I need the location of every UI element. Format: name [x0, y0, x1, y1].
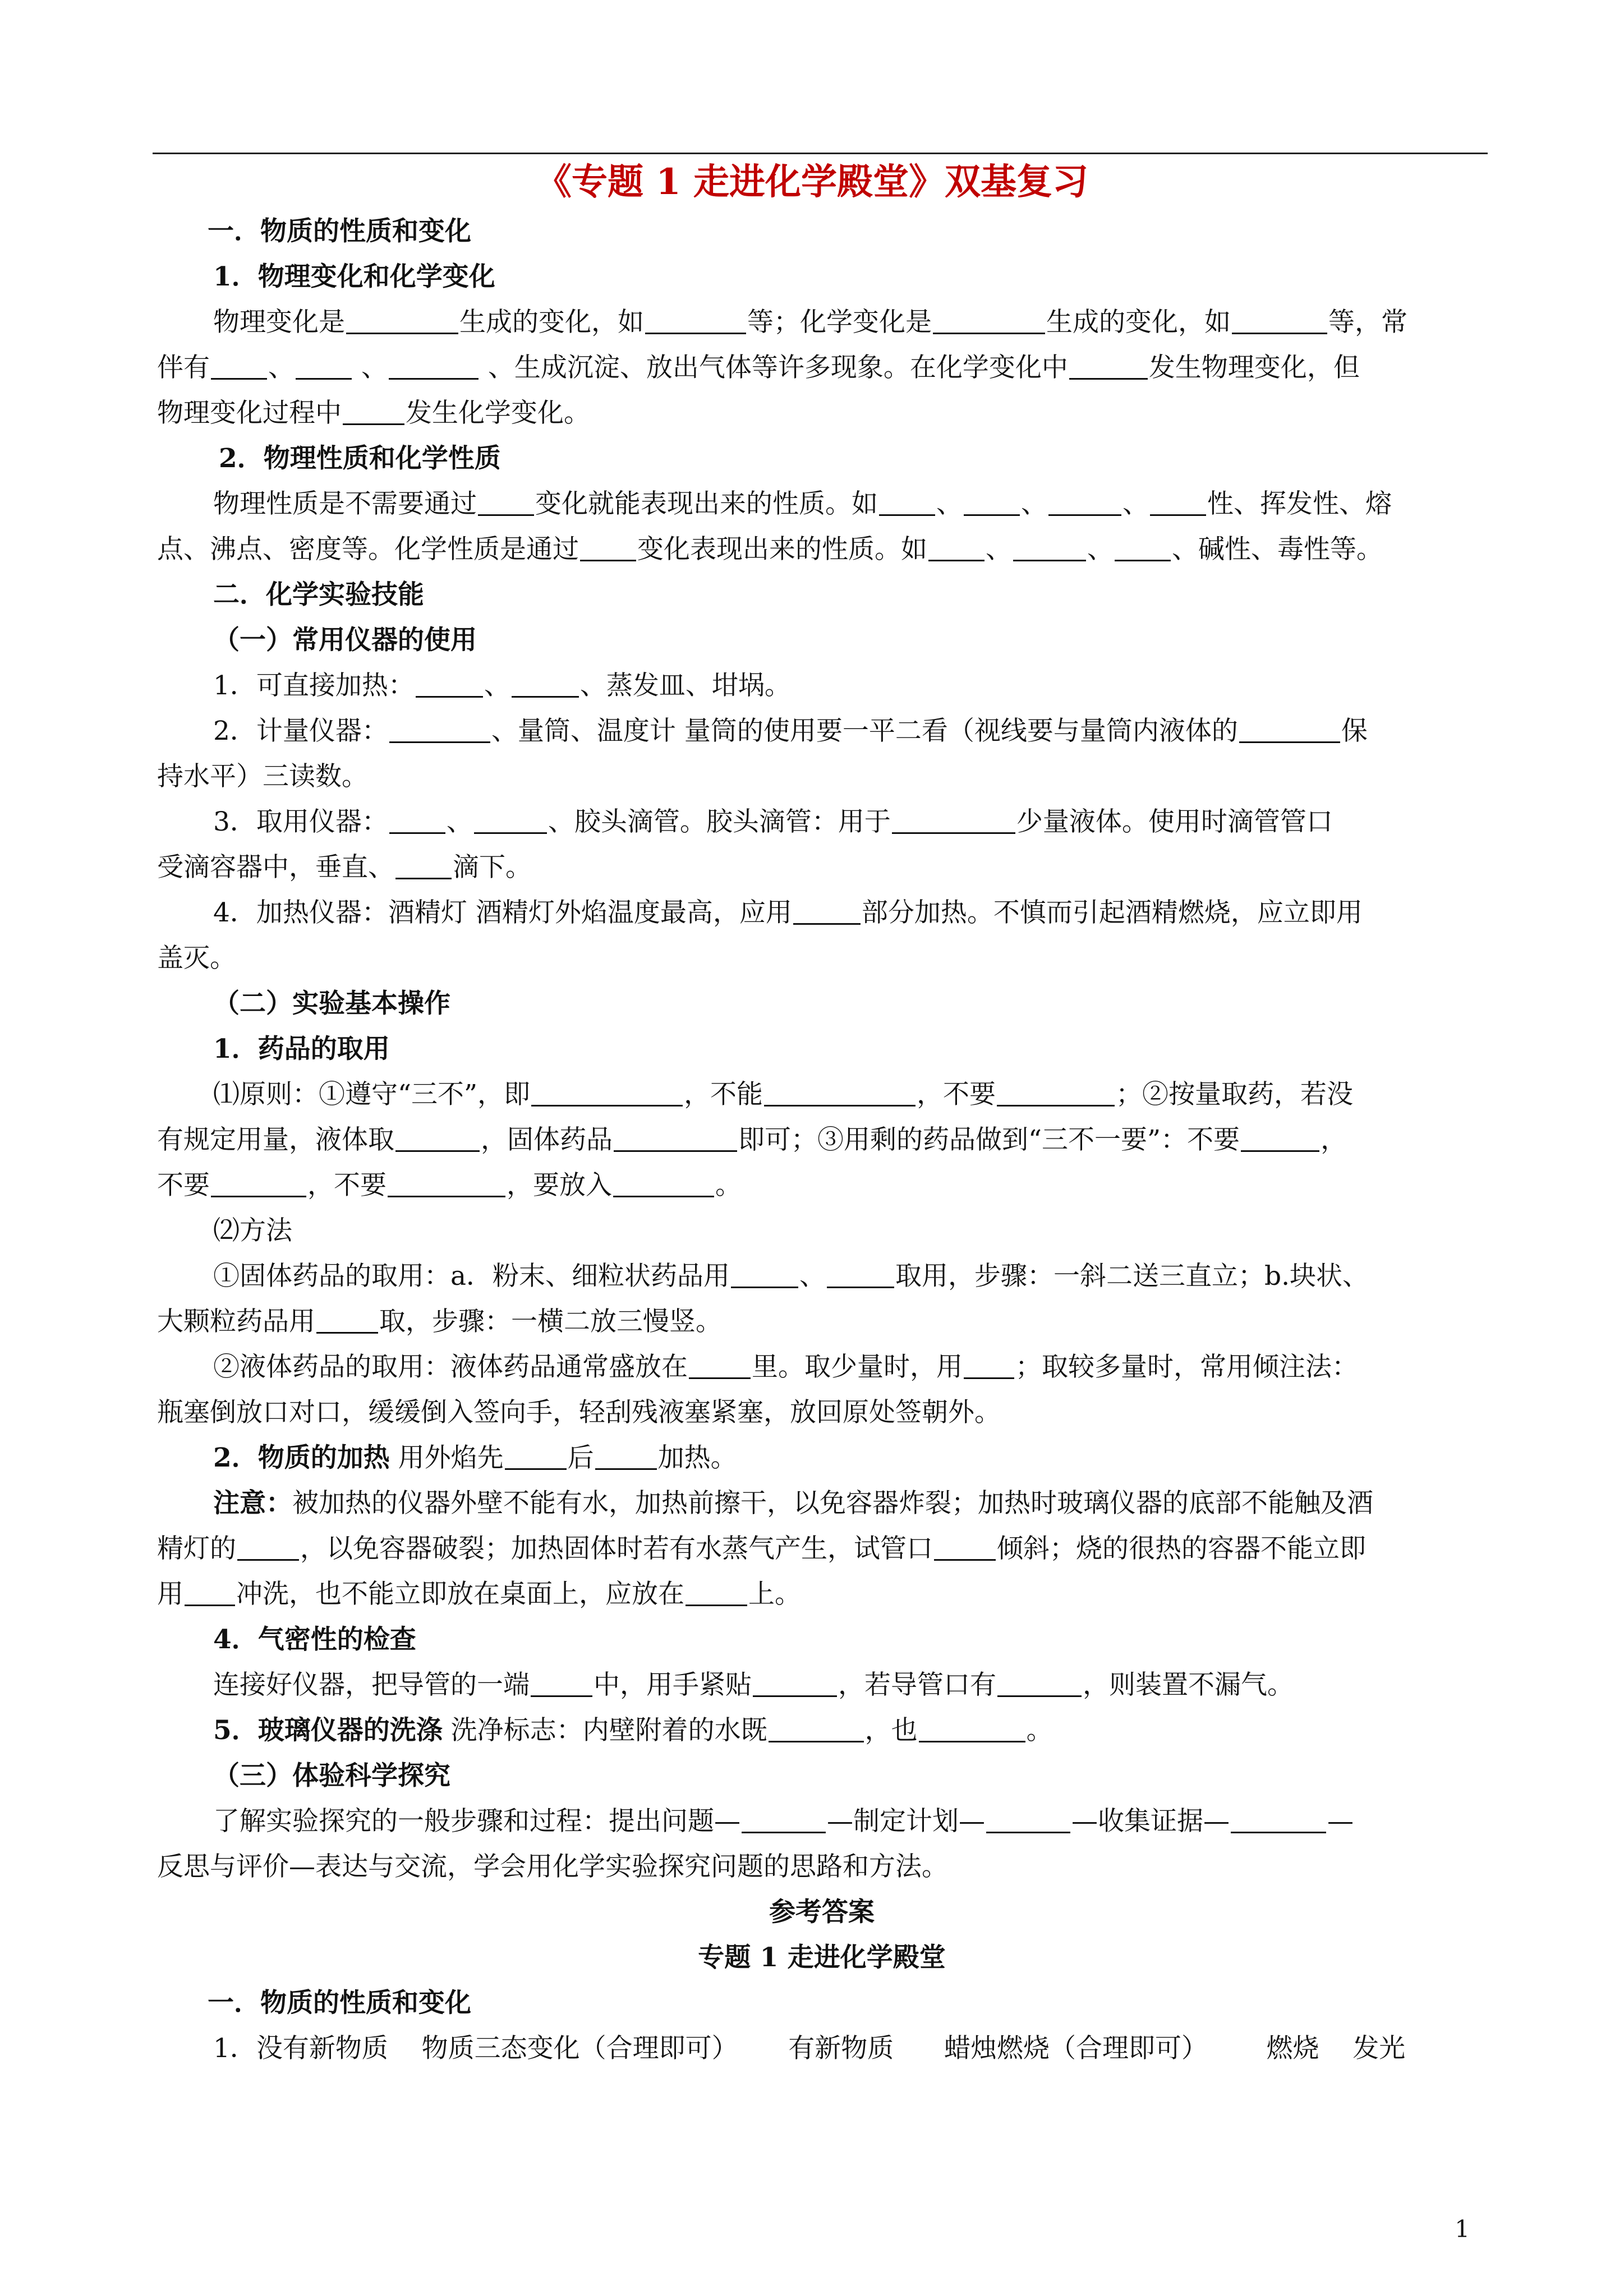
fill-blank: [753, 1671, 837, 1697]
fill-blank: [389, 808, 445, 834]
fill-blank: [237, 1534, 299, 1561]
fill-blank: [986, 1807, 1070, 1833]
fill-blank: [416, 671, 483, 698]
fill-blank: [505, 1444, 567, 1470]
paragraph: 2．物质的加热 用外焰先 后 加热。: [213, 1442, 737, 1473]
answer-line: 1．没有新物质 物质三态变化（合理即可） 有新物质 蜡烛燃烧（合理即可） 燃烧 发光: [213, 2033, 1406, 2064]
answers-topic: 专题 1 走进化学殿堂: [698, 1942, 946, 1973]
section2-part1: （一）常用仪器的使用: [213, 625, 477, 656]
paragraph: 物理变化过程中 发生化学变化。: [157, 398, 590, 428]
op1-heading: 1．药品的取用: [213, 1034, 390, 1064]
paragraph: 1．可直接加热： 、 、蒸发皿、坩埚。: [213, 670, 791, 701]
header-rule: [153, 153, 1488, 154]
method-heading: ⑵方法: [213, 1215, 292, 1246]
paragraph: 了解实验探究的一般步骤和过程：提出问题— —制定计划— —收集证据— —: [213, 1806, 1354, 1837]
fill-blank: [389, 353, 479, 380]
fill-blank: [531, 1671, 592, 1697]
paragraph: 持水平）三读数。: [157, 761, 368, 792]
paragraph: 反思与评价—表达与交流，学会用化学实验探究问题的思路和方法。: [157, 1851, 948, 1882]
fill-blank: [686, 1580, 747, 1606]
paragraph: 盖灭。: [157, 943, 236, 974]
paragraph: 3．取用仪器： 、 、胶头滴管。胶头滴管：用于 少量液体。使用时滴管管口: [213, 806, 1333, 837]
fill-blank: [879, 490, 935, 516]
paragraph: 5．玻璃仪器的洗涤 洗净标志：内壁附着的水既 ，也 。: [213, 1715, 1053, 1746]
fill-blank: [997, 1080, 1115, 1106]
fill-blank: [1231, 1807, 1326, 1833]
paragraph: ⑴原则：①遵守“三不”，即 ，不能 ，不要 ；②按量取药，若没: [213, 1079, 1354, 1110]
page-number: 1: [1455, 2215, 1470, 2243]
page-title: 《专题 1 走进化学殿堂》双基复习: [535, 161, 1089, 203]
fill-blank: [928, 535, 984, 561]
fill-blank: [1013, 535, 1086, 561]
answers-heading: 参考答案: [769, 1897, 875, 1928]
fill-blank: [343, 399, 404, 425]
fill-blank: [1069, 353, 1148, 380]
fill-blank: [1239, 717, 1340, 743]
section1-sub2: 2．物理性质和化学性质: [219, 443, 501, 474]
fill-blank: [731, 1262, 798, 1288]
paragraph: 注意：被加热的仪器外壁不能有水，加热前擦干，以免容器炸裂；加热时玻璃仪器的底部不能触及酒: [213, 1488, 1373, 1519]
fill-blank: [1115, 535, 1171, 561]
paragraph: 2．计量仪器： 、量筒、温度计 量筒的使用要一平二看（视线要与量筒内液体的 保: [213, 716, 1368, 746]
section2-part2: （二）实验基本操作: [213, 988, 450, 1019]
fill-blank: [211, 353, 267, 380]
fill-blank: [395, 853, 452, 879]
section1-sub1: 1．物理变化和化学变化: [213, 261, 495, 292]
fill-blank: [316, 1307, 378, 1334]
fill-blank: [346, 308, 458, 334]
paragraph: 瓶塞倒放口对口，缓缓倒入签向手，轻刮残液塞紧塞，放回原处签朝外。: [157, 1397, 1001, 1428]
fill-blank: [919, 1716, 1025, 1742]
paragraph: 连接好仪器，把导管的一端 中，用手紧贴 ，若导管口有 ，则装置不漏气。: [213, 1670, 1294, 1700]
fill-blank: [512, 671, 579, 698]
fill-blank: [892, 808, 1015, 834]
paragraph: 点、沸点、密度等。化学性质是通过 变化表现出来的性质。如 、 、 、碱性、毒性等。: [157, 534, 1383, 565]
fill-blank: [296, 353, 352, 380]
op4-heading: 4．气密性的检查: [213, 1624, 416, 1655]
fill-blank: [614, 1126, 737, 1152]
section2-heading: 二．化学实验技能: [213, 579, 424, 610]
fill-blank: [1241, 1126, 1319, 1152]
fill-blank: [934, 1534, 996, 1561]
paragraph: 大颗粒药品用 取，步骤：一横二放三慢竖。: [157, 1306, 722, 1337]
fill-blank: [933, 308, 1045, 334]
fill-blank: [580, 535, 636, 561]
fill-blank: [388, 1171, 505, 1197]
paragraph: ②液体药品的取用：液体药品通常盛放在 里。取少量时，用 ；取较多量时，常用倾注法：: [213, 1352, 1358, 1382]
fill-blank: [389, 717, 490, 743]
fill-blank: [595, 1444, 657, 1470]
paragraph: 4．加热仪器：酒精灯 酒精灯外焰温度最高，应用 部分加热。不慎而引起酒精燃烧，应立即用: [213, 897, 1363, 928]
fill-blank: [827, 1262, 894, 1288]
fill-blank: [997, 1671, 1082, 1697]
fill-blank: [531, 1080, 683, 1106]
fill-blank: [478, 490, 534, 516]
paragraph: 不要 ，不要 ，要放入 。: [157, 1170, 742, 1201]
paragraph: 物理变化是 生成的变化，如 等；化学变化是 生成的变化，如 等，常: [213, 307, 1407, 338]
fill-blank: [1150, 490, 1206, 516]
fill-blank: [764, 1080, 915, 1106]
answers-section-heading: 一．物质的性质和变化: [208, 1988, 471, 2018]
fill-blank: [793, 898, 861, 925]
paragraph: 受滴容器中，垂直、 滴下。: [157, 852, 532, 883]
fill-blank: [769, 1716, 864, 1742]
fill-blank: [185, 1580, 235, 1606]
document-body: [157, 209, 1487, 2071]
fill-blank: [645, 308, 746, 334]
paragraph: 用 冲洗，也不能立即放在桌面上，应放在 上。: [157, 1579, 801, 1610]
section1-heading: 一．物质的性质和变化: [208, 216, 471, 247]
paragraph: 有规定用量，液体取 ，固体药品 即可；③用剩的药品做到“三不一要”：不要 ，: [157, 1124, 1347, 1155]
paragraph: 伴有 、 、 、生成沉淀、放出气体等许多现象。在化学变化中 发生物理变化，但: [157, 352, 1360, 383]
fill-blank: [964, 490, 1020, 516]
fill-blank: [395, 1126, 480, 1152]
fill-blank: [474, 808, 547, 834]
fill-blank: [613, 1171, 714, 1197]
fill-blank: [1232, 308, 1327, 334]
fill-blank: [742, 1807, 826, 1833]
paragraph: 精灯的 ，以免容器破裂；加热固体时若有水蒸气产生，试管口 倾斜；烧的很热的容器不能立即: [157, 1533, 1366, 1564]
fill-blank: [1048, 490, 1121, 516]
paragraph: ①固体药品的取用：a．粉末、细粒状药品用 、 取用，步骤：一斜二送三直立；b.块状、: [213, 1261, 1369, 1292]
section2-part3: （三）体验科学探究: [213, 1760, 450, 1791]
paragraph: 物理性质是不需要通过 变化就能表现出来的性质。如 、 、 、 性、挥发性、熔: [213, 488, 1392, 519]
fill-blank: [964, 1353, 1014, 1379]
fill-blank: [211, 1171, 306, 1197]
fill-blank: [689, 1353, 751, 1379]
